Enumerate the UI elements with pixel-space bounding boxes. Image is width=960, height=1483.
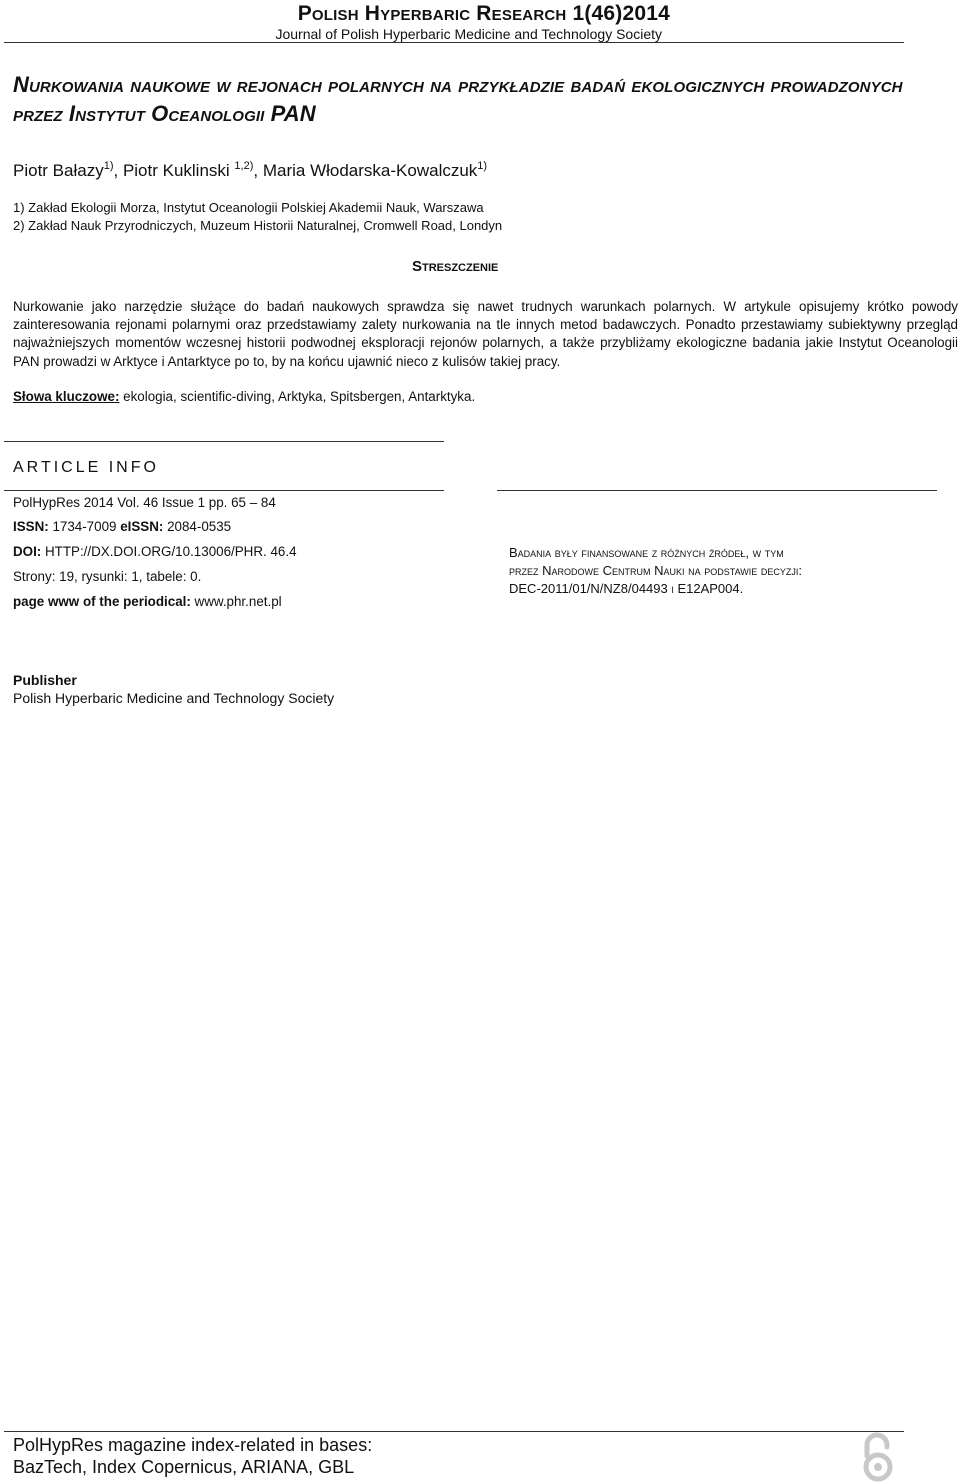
page-counts: Strony: 19, rysunki: 1, tabele: 0. <box>13 569 202 584</box>
header-divider <box>4 42 904 43</box>
author-name: Piotr Kuklinski <box>122 161 235 180</box>
journal-title: Polish Hyperbaric Research 1(46)2014 <box>297 2 670 25</box>
www-label: page www of the periodical: <box>13 594 191 609</box>
doi-label: DOI: <box>13 544 42 559</box>
issn-value: 1734-7009 <box>48 519 121 534</box>
article-info-top-rule <box>4 441 444 442</box>
article-info-bottom-rule <box>4 490 444 491</box>
publisher-name: Polish Hyperbaric Medicine and Technology Society <box>13 690 335 706</box>
author-affiliation-ref: 1,2) <box>234 160 254 172</box>
footer-index-line-2: BazTech, Index Copernicus, ARIANA, GBL <box>13 1457 355 1477</box>
funding-line: Badania były finansowane z różnych źródeł, w tym <box>509 545 784 560</box>
affiliation-2: 2) Zakład Nauk Przyrodniczych, Muzeum Historii Naturalnej, Cromwell Road, Londyn <box>13 218 503 233</box>
issn-line <box>13 518 231 536</box>
abstract-heading: Streszczenie <box>412 258 499 275</box>
author-separator: , <box>113 161 123 180</box>
keywords-label: Słowa kluczowe: <box>13 389 120 404</box>
www-line <box>13 593 282 611</box>
eissn-value: 2084-0535 <box>163 519 232 534</box>
abstract-text: Nurkowanie jako narzędzie służące do badań naukowych sprawdza się nawet trudnych warunkach polarnych. W artykule opisujemy krótko powody zainteresowania rejonami polarnymi oraz przedstawiamy zalety nurkowania na tle innych metod badawczych. Ponadto przestawiamy subiektywny przegląd najważniejszych momentów wczesnej historii podwodnej eksploracji rejonów polarnych, a także przybliżamy ekologiczne badania jakie Instytut Oceanologii PAN prowadzi w Arktyce i Antarktyce po to, by na końcu ujawnić nieco z kulisów takiej pracy. <box>13 299 958 369</box>
author-affiliation-ref: 1) <box>477 160 488 172</box>
affiliation-1: 1) Zakład Ekologii Morza, Instytut Oceanologii Polskiej Akademii Nauk, Warszawa <box>13 200 484 215</box>
funding-top-rule <box>497 490 937 491</box>
journal-subtitle: Journal of Polish Hyperbaric Medicine and Technology Society <box>275 26 662 42</box>
www-link[interactable]: www.phr.net.pl <box>190 594 282 609</box>
eissn-label: eISSN: <box>120 519 164 534</box>
publisher-label: Publisher <box>13 672 77 688</box>
funding-line: DEC-2011/01/N/NZ8/04493 i E12AP004. <box>509 581 744 596</box>
doi-value[interactable]: HTTP://DX.DOI.ORG/10.13006/PHR. 46.4 <box>41 544 297 559</box>
keywords-value: ekologia, scientific-diving, Arktyka, Spitsbergen, Antarktyka. <box>119 389 476 404</box>
author-name: Piotr Bałazy <box>13 161 104 180</box>
author-affiliation-ref: 1) <box>103 160 114 172</box>
keywords <box>13 388 475 406</box>
article-title: Nurkowania naukowe w rejonach polarnych na przykładzie badań ekologicznych prowadzonych przez Instytut Oceanologii PAN <box>13 72 903 126</box>
author-name: Maria Włodarska-Kowalczuk <box>262 161 478 180</box>
author-list <box>13 154 487 183</box>
issn-label: ISSN: <box>13 519 49 534</box>
citation: PolHypRes 2014 Vol. 46 Issue 1 pp. 65 – 84 <box>13 495 276 510</box>
author-separator: , <box>253 161 263 180</box>
doi-line <box>13 543 297 561</box>
footer-divider <box>4 1431 904 1432</box>
article-info-heading: ARTICLE INFO <box>13 459 159 476</box>
funding-line: przez Narodowe Centrum Nauki na podstawie decyzji: <box>509 563 802 578</box>
funding-note <box>509 544 949 598</box>
footer-index-line-1: PolHypRes magazine index-related in bases: <box>13 1435 373 1455</box>
open-access-lock-icon <box>858 1432 898 1482</box>
